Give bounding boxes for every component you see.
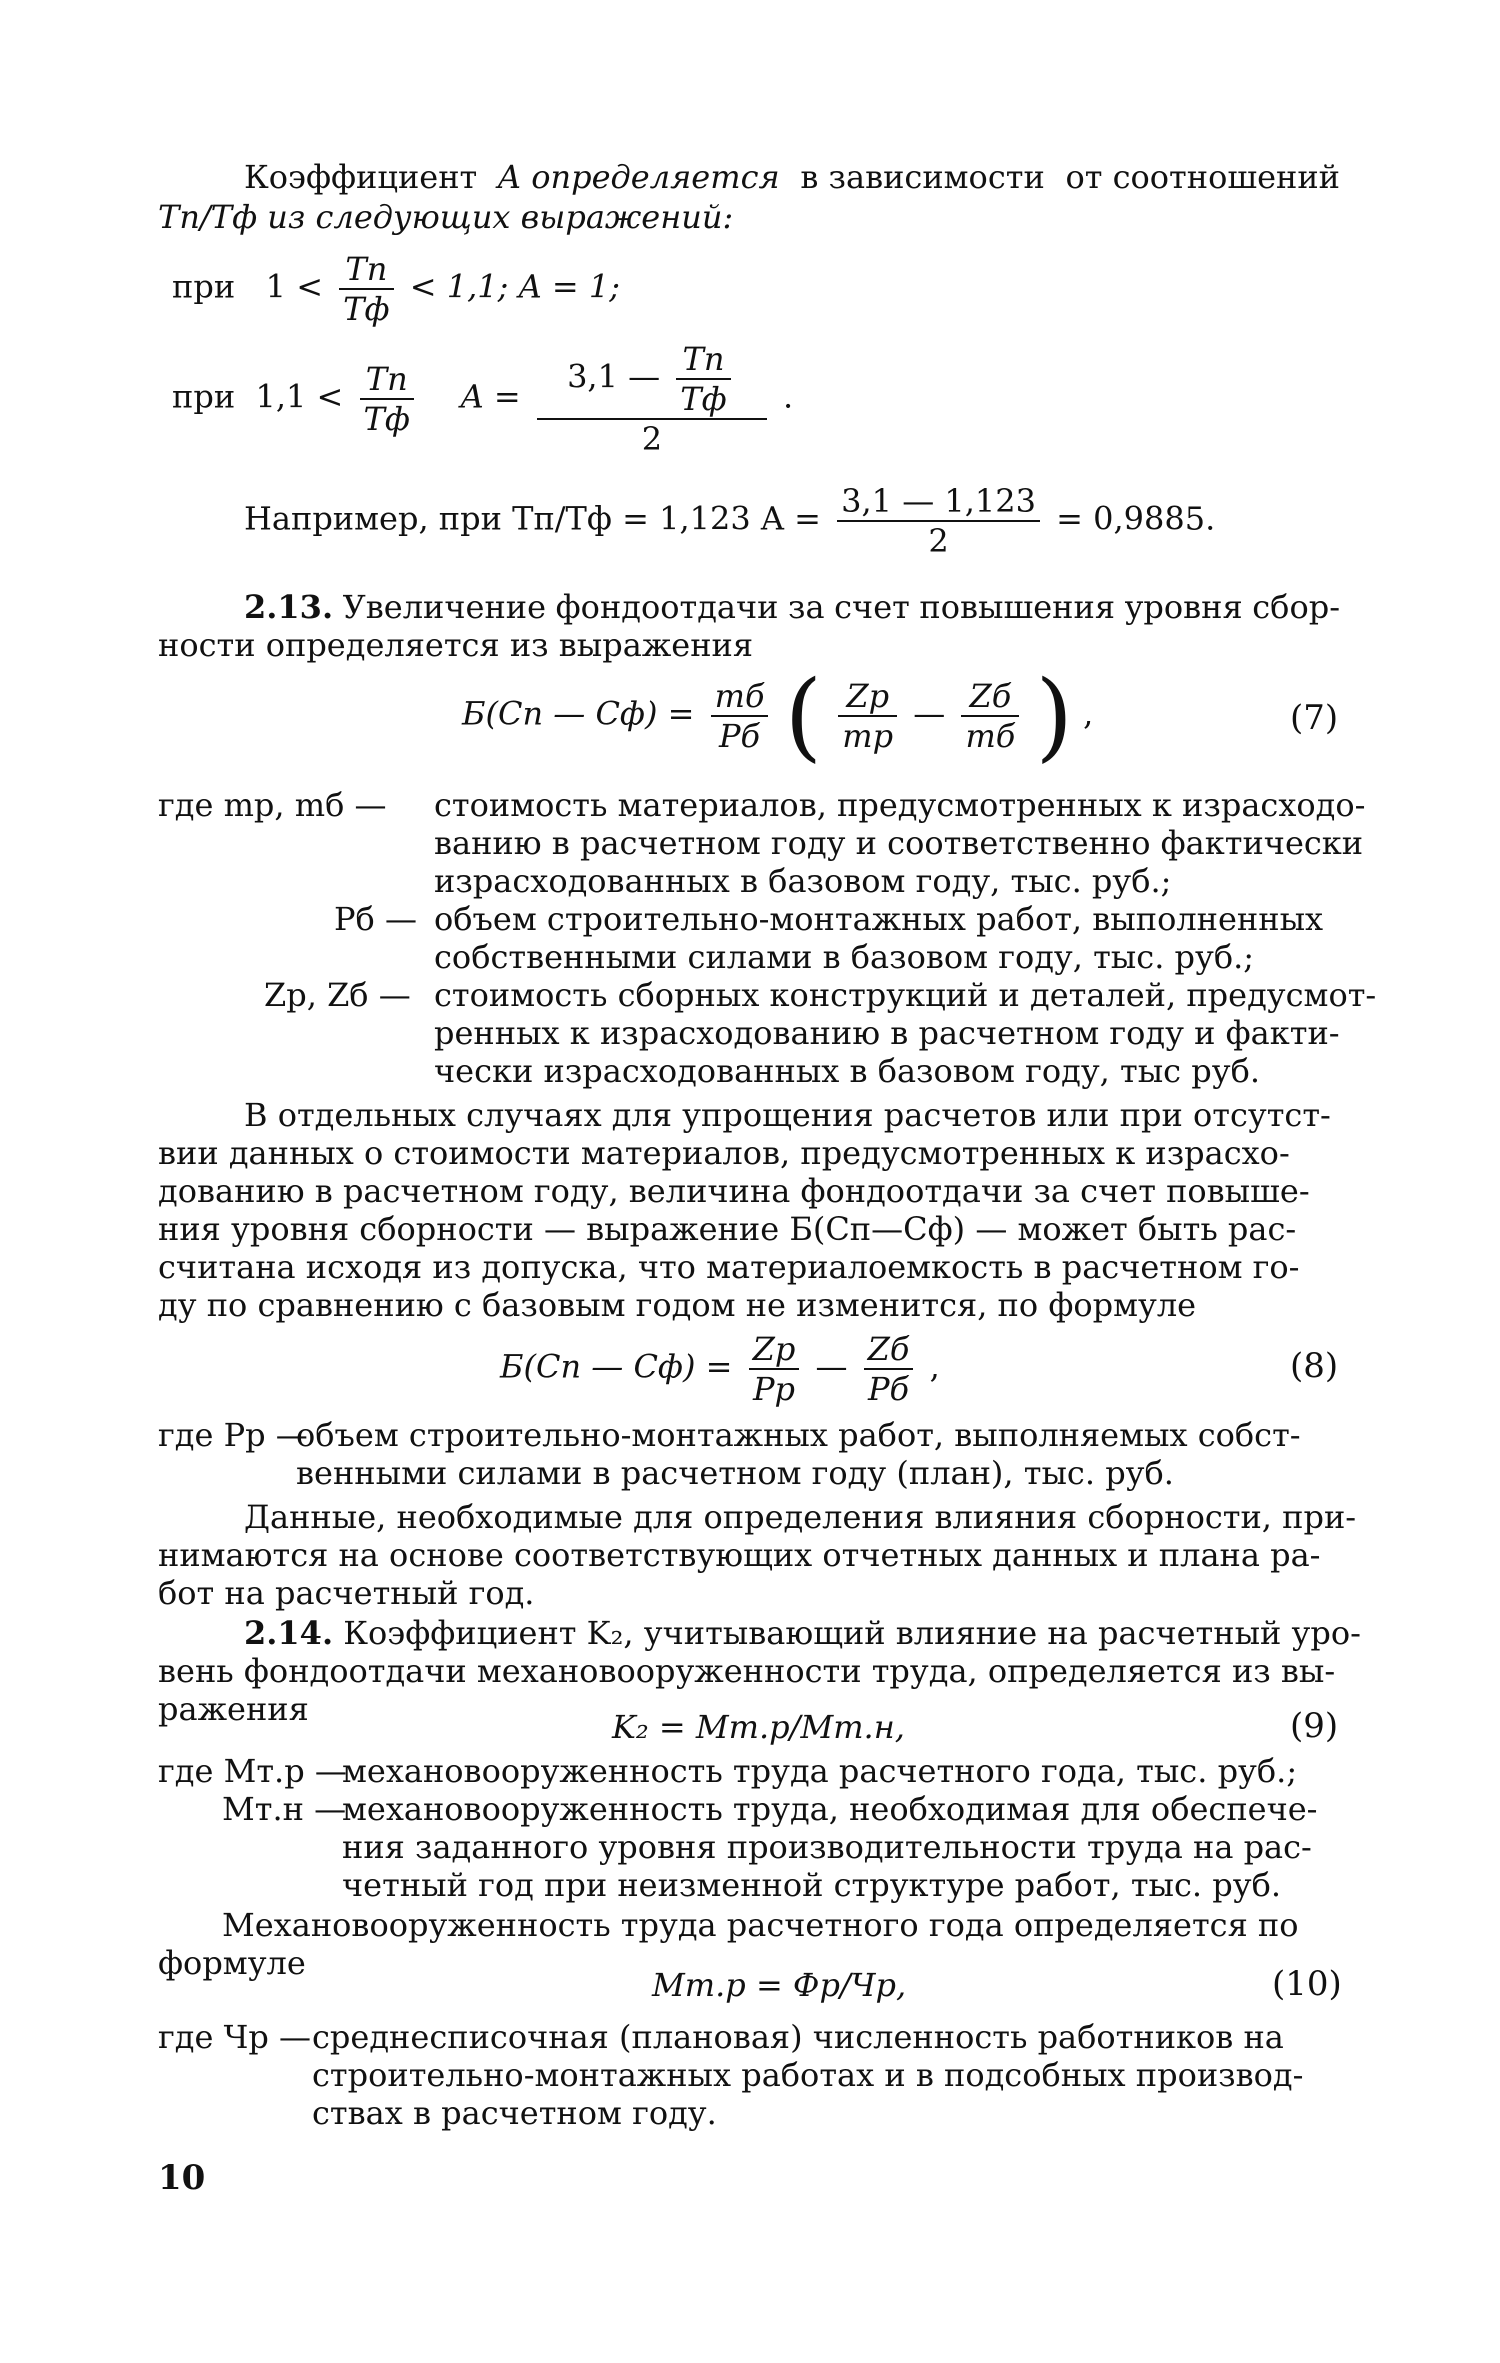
def7-c-line3: чески израсходованных в базовом году, тыс руб. bbox=[434, 1052, 1261, 1090]
fraction-example: $\frac{3,1 — 1,123}{2}$ bbox=[837, 482, 1040, 560]
def9-b-line3: четный год при неизменной структуре работ, тыс. руб. bbox=[342, 1866, 1281, 1904]
section-2-14-line3: ражения bbox=[158, 1690, 309, 1728]
def8-line2: венными силами в расчетном году (план), тыс. руб. bbox=[296, 1454, 1174, 1492]
def10-line2: строительно-монтажных работах и в подсобных производ- bbox=[312, 2056, 1304, 2094]
def7-a-line1: стоимость материалов, предусмотренных к израсходо- bbox=[434, 786, 1366, 824]
word: в зависимости bbox=[800, 158, 1045, 196]
def9-a-label: где Mт.р — bbox=[158, 1752, 347, 1790]
page-number: 10 bbox=[158, 2158, 206, 2198]
def9-b-line1: механовооруженность труда, необходимая для обеспече- bbox=[342, 1790, 1318, 1828]
pri-label: при bbox=[172, 377, 236, 416]
formula-example bbox=[244, 482, 1215, 560]
def10-line3: ствах в расчетном году. bbox=[312, 2094, 717, 2132]
def10-line1: среднесписочная (плановая) численность работников на bbox=[312, 2018, 1284, 2056]
equation-9: K₂ = Mт.р/Mт.н, bbox=[612, 1708, 905, 1746]
word: A определяется bbox=[497, 158, 780, 196]
equation-number-7: (7) bbox=[1290, 698, 1339, 738]
fraction-tp-tf: $\frac{Tп}{Tф}$ bbox=[339, 250, 393, 328]
fraction-zp-mp: $\frac{Zр}{mр}$ bbox=[838, 677, 897, 755]
formula-condition-1 bbox=[172, 250, 620, 328]
para4-line1: Механовооруженность труда расчетного года определяется по bbox=[222, 1906, 1299, 1944]
def7-c-line1: стоимость сборных конструкций и деталей, предусмот- bbox=[434, 976, 1377, 1014]
equation-number-8: (8) bbox=[1290, 1346, 1339, 1386]
para-coef-a-line2: Tп/Tф из следующих выражений: bbox=[158, 198, 734, 236]
example-result: = 0,9885. bbox=[1056, 499, 1216, 538]
section-2-14-line1: 2.14. Коэффициент K₂, учитывающий влияние на расчетный уро- bbox=[244, 1614, 1361, 1652]
pri-label: при bbox=[172, 267, 236, 306]
def8-line1: объем строительно-монтажных работ, выполняемых собст- bbox=[296, 1416, 1301, 1454]
para3-line1: Данные, необходимые для определения влияния сборности, при- bbox=[244, 1498, 1357, 1536]
equation-8: Б(Cп — Cф) = $\frac{Zр}{Pр}$ — $\frac{Zб}{Pб}$ , bbox=[500, 1330, 940, 1408]
fraction-tp-tf-inner: $\frac{Tп}{Tф}$ bbox=[676, 340, 730, 418]
formula-condition-2: при 1,1 < $\frac{Tп}{Tф}$ A = 3,1 — $\frac{Tп}{Tф}$ 2 . bbox=[172, 340, 794, 458]
fraction-zb-mb: $\frac{Zб}{mб}$ bbox=[961, 677, 1019, 755]
para3-line3: бот на расчетный год. bbox=[158, 1574, 535, 1612]
section-number: 2.13. bbox=[244, 588, 334, 626]
def7-b-line2: собственными силами в базовом году, тыс. руб.; bbox=[434, 938, 1255, 976]
para2-line1: В отдельных случаях для упрощения расчетов или при отсутст- bbox=[244, 1096, 1331, 1134]
def7-a-label: где mр, mб — bbox=[158, 786, 387, 824]
def9-b-line2: ния заданного уровня производительности труда на рас- bbox=[342, 1828, 1312, 1866]
para-coef-a-line1 bbox=[244, 158, 1340, 196]
section-2-13-line2: ности определяется из выражения bbox=[158, 626, 754, 664]
word: Коэффициент bbox=[244, 158, 478, 196]
fraction-a-formula: 3,1 — $\frac{Tп}{Tф}$ 2 bbox=[537, 340, 767, 458]
def7-a-line2: ванию в расчетном году и соответственно фактически bbox=[434, 824, 1364, 862]
para3-line2: нимаются на основе соответствующих отчетных данных и плана ра- bbox=[158, 1536, 1321, 1574]
word: от соотношений bbox=[1065, 158, 1340, 196]
formula-lead: 1,1 < bbox=[255, 377, 344, 416]
section-2-14-line2: вень фондоотдачи механовооруженности труда, определяется из вы- bbox=[158, 1652, 1336, 1690]
section-number: 2.14. bbox=[244, 1614, 334, 1652]
def8-label: где Pр — bbox=[158, 1416, 308, 1454]
para2-line2: вии данных о стоимости материалов, предусмотренных к израсхо- bbox=[158, 1134, 1290, 1172]
fraction-zb-pb: $\frac{Zб}{Pб}$ bbox=[864, 1330, 914, 1408]
equation-10: Mт.р = Фр/Чр, bbox=[652, 1966, 907, 2004]
formula-tail: < 1,1; A = 1; bbox=[409, 267, 620, 306]
def9-a-line1: механовооруженность труда расчетного года, тыс. руб.; bbox=[342, 1752, 1298, 1790]
formula-lead: 1 < bbox=[265, 267, 323, 306]
equation-number-10: (10) bbox=[1272, 1964, 1342, 2004]
fraction-mb-pb: $\frac{mб}{Pб}$ bbox=[711, 677, 769, 755]
para2-line6: ду по сравнению с базовым годом не изменится, по формуле bbox=[158, 1286, 1197, 1324]
section-2-13-line1: 2.13. Увеличение фондоотдачи за счет повышения уровня сбор- bbox=[244, 588, 1340, 626]
para4-line2: формуле bbox=[158, 1944, 306, 1982]
para2-line5: считана исходя из допуска, что материалоемкость в расчетном го- bbox=[158, 1248, 1300, 1286]
a-equals: A = bbox=[460, 377, 521, 416]
def7-c-line2: ренных к израсходованию в расчетном году и факти- bbox=[434, 1014, 1340, 1052]
fraction-zp-pp: $\frac{Zр}{Pр}$ bbox=[749, 1330, 800, 1408]
def7-b-label: Pб — bbox=[334, 900, 417, 938]
example-text: Например, при Tп/Tф = 1,123 A = bbox=[244, 499, 821, 538]
equation-7: Б(Cп — Cф) = $\frac{mб}{Pб}$ ( $\frac{Zр}{mр}$ — $\frac{Zб}{mб}$ ) , bbox=[462, 660, 1094, 772]
def7-c-label: Zр, Zб — bbox=[264, 976, 411, 1014]
fraction-tp-tf: $\frac{Tп}{Tф}$ bbox=[360, 360, 414, 438]
def9-b-label: Mт.н — bbox=[222, 1790, 347, 1828]
def7-b-line1: объем строительно-монтажных работ, выполненных bbox=[434, 900, 1324, 938]
def7-a-line3: израсходованных в базовом году, тыс. руб.; bbox=[434, 862, 1172, 900]
def10-label: где Чр — bbox=[158, 2018, 311, 2056]
para2-line3: дованию в расчетном году, величина фондоотдачи за счет повыше- bbox=[158, 1172, 1310, 1210]
equation-number-9: (9) bbox=[1290, 1706, 1339, 1746]
para2-line4: ния уровня сборности — выражение Б(Cп—Cф) — может быть рас- bbox=[158, 1210, 1297, 1248]
